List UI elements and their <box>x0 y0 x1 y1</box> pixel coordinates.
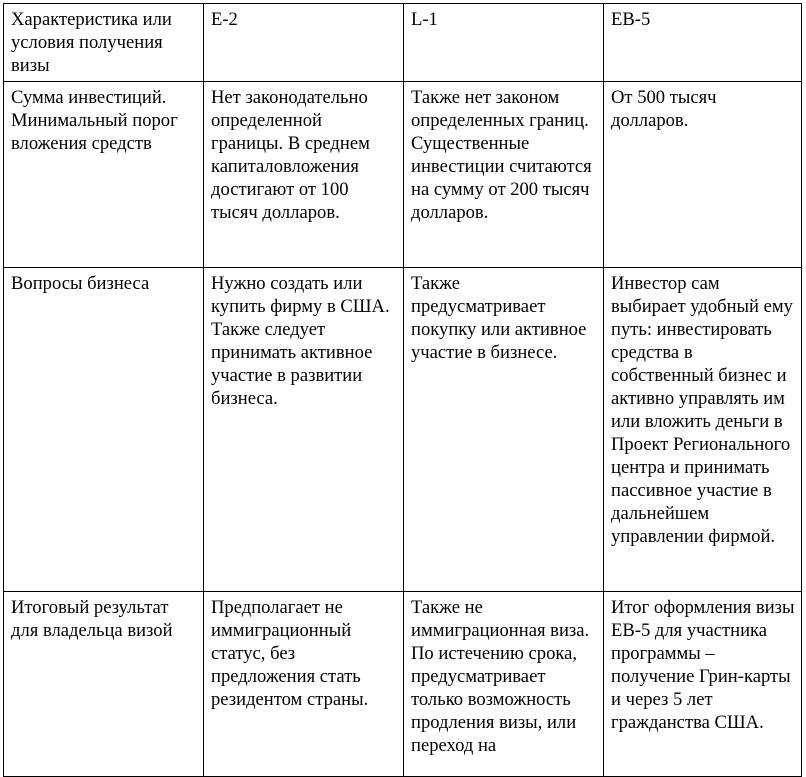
table-row <box>4 592 802 777</box>
l1-cell: Также нет законом определенных границ. Существенные инвестиции считаются на сумму от 200 тысяч долларов. <box>404 82 604 268</box>
header-cell-characteristic: Характеристика или условия получения визы <box>4 4 204 82</box>
eb5-cell: Инвестор сам выбирает удобный ему путь: инвестировать средства в собственный бизнес и активно управлять им или вложить деньги в Проект Регионального центра и принимать пассивное участие в дальнейшем управлении фирмой. <box>604 268 802 592</box>
e2-cell: Предполагает не иммиграционный статус, без предложения стать резидентом страны. <box>204 592 404 777</box>
l1-cell: Также не иммиграционная виза. По истечению срока, предусматривает только возможность продления визы, или переход на <box>404 592 604 777</box>
header-cell-e2: E-2 <box>204 4 404 82</box>
visa-comparison-table <box>3 3 802 777</box>
e2-cell: Нет законодательно определенной границы. В среднем капиталовложения достигают от 100 тысяч долларов. <box>204 82 404 268</box>
l1-cell: Также предусматривает покупку или активное участие в бизнесе. <box>404 268 604 592</box>
eb5-cell: Итог оформления визы EB-5 для участника программы – получение Грин-карты и через 5 лет гражданства США. <box>604 592 802 777</box>
table-row <box>4 268 802 592</box>
eb5-cell: От 500 тысяч долларов. <box>604 82 802 268</box>
e2-cell: Нужно создать или купить фирму в США. Также следует принимать активное участие в развитии бизнеса. <box>204 268 404 592</box>
table-header-row <box>4 4 802 82</box>
row-label-cell: Вопросы бизнеса <box>4 268 204 592</box>
row-label-cell: Итоговый результат для владельца визой <box>4 592 204 777</box>
header-cell-l1: L-1 <box>404 4 604 82</box>
row-label-cell: Сумма инвестиций. Минимальный порог вложения средств <box>4 82 204 268</box>
header-cell-eb5: EB-5 <box>604 4 802 82</box>
table-row <box>4 82 802 268</box>
